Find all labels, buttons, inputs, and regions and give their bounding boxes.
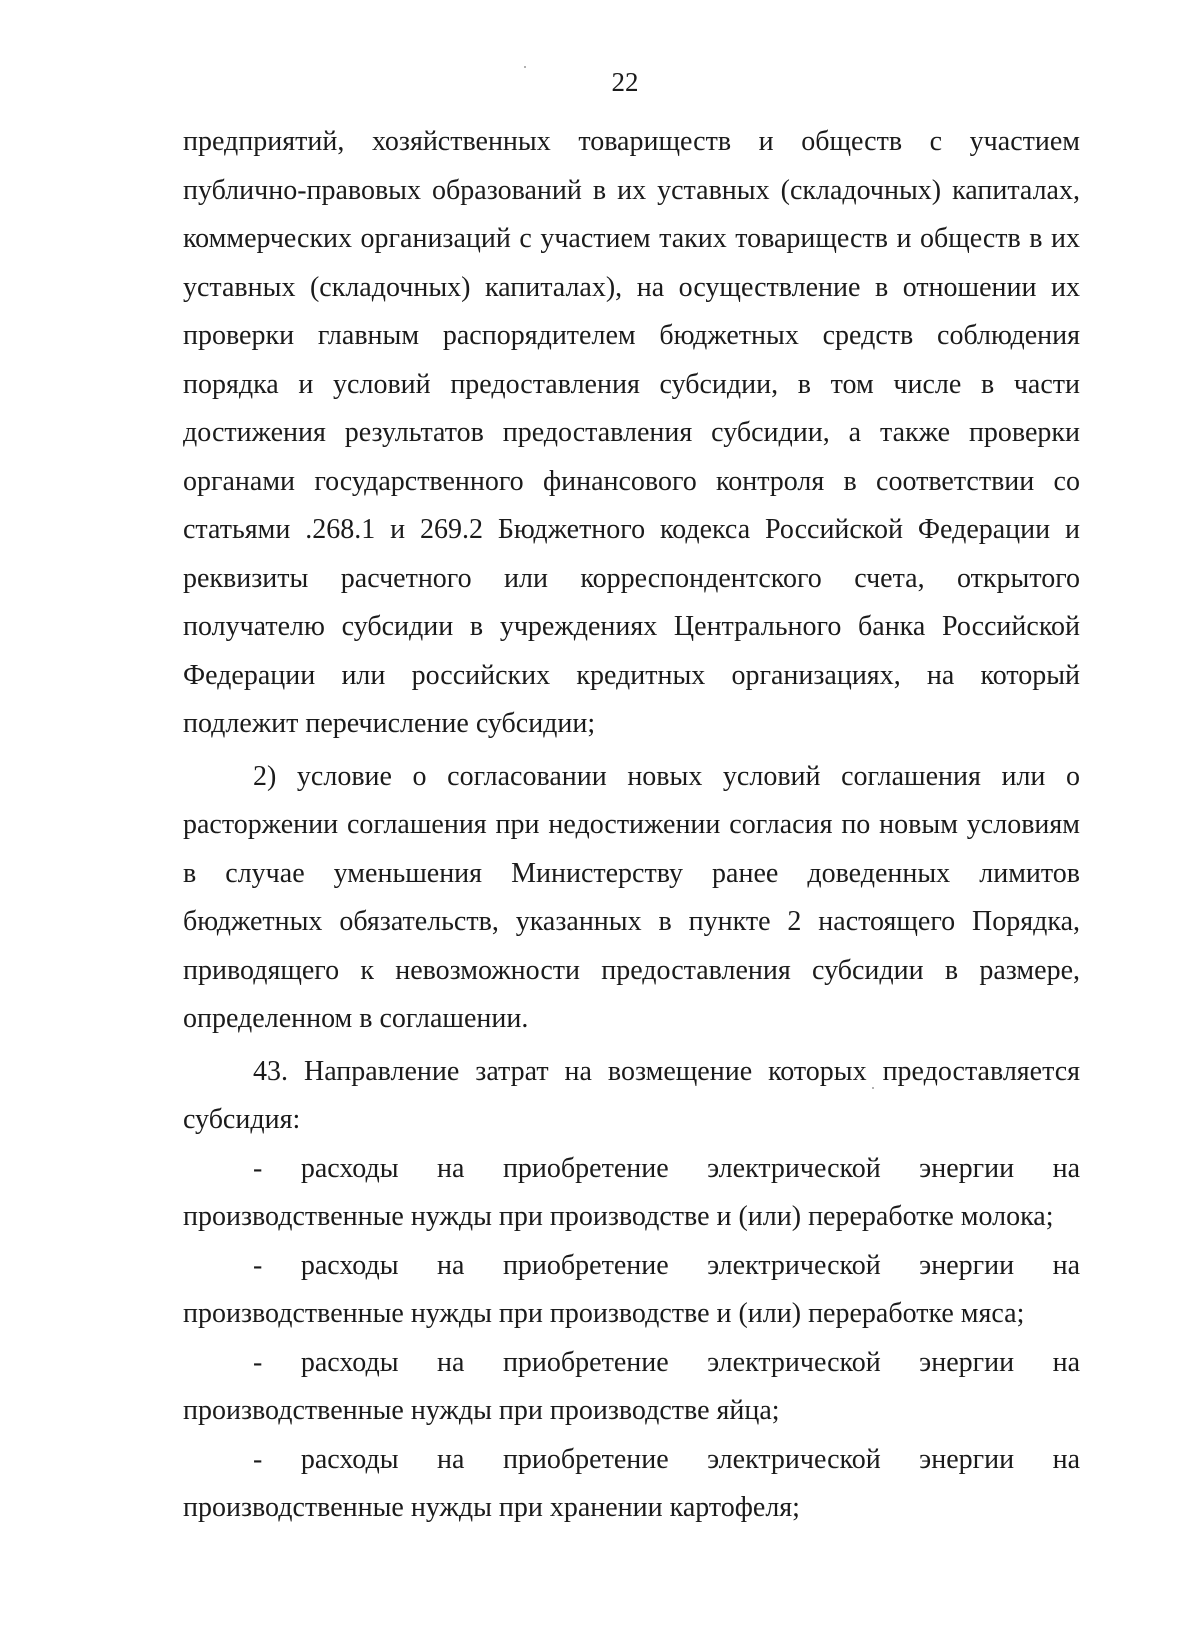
paragraph-section-43: 43. Направление затрат на возмещение которых предоставляется субсидия: xyxy=(183,1055,1080,1135)
scan-speck xyxy=(524,66,526,68)
list-item: - расходы на приобретение электрической энергии на производственные нужды при производстве и (или) переработке молока; xyxy=(183,1152,1080,1232)
list-item: - расходы на приобретение электрической энергии на производственные нужды при производстве яйца; xyxy=(183,1346,1080,1426)
list-item: - расходы на приобретение электрической энергии на производственные нужды при хранении картофеля; xyxy=(183,1443,1080,1523)
list-item: - расходы на приобретение электрической энергии на производственные нужды при производстве и (или) переработке мяса; xyxy=(183,1249,1080,1329)
paragraph-continuation: предприятий, хозяйственных товариществ и обществ с участием публично-правовых образований в их уставных (складочных) капиталах, коммерческих организаций с участием таких товариществ и обществ в их уставных (складочных) капиталах), на осуществление в отношении их проверки главным распорядителем бюджетных средств соблюдения порядка и условий предоставления субсидии, в том числе в части достижения результатов предоставления субсидии, а также проверки органами государственного финансового контроля в соответствии со статьями .268.1 и 269.2 Бюджетного кодекса Российской Федерации и реквизиты расчетного или корреспондентского счета, открытого получателю субсидии в учреждениях Центрального банка Российской Федерации или российских кредитных организациях, на который подлежит перечисление субсидии; xyxy=(183,126,1080,739)
scan-speck xyxy=(872,1087,874,1089)
paragraph-item-2: 2) условие о согласовании новых условий соглашения или о расторжении соглашения при недостижении согласия по новым условиям в случае уменьшения Министерству ранее доведенных лимитов бюджетных обязательств, указанных в пункте 2 настоящего Порядка, приводящего к невозможности предоставления субсидии в размере, определенном в соглашении. xyxy=(183,760,1080,1034)
document-body xyxy=(183,118,1080,1533)
page-number: 22 xyxy=(611,67,639,97)
